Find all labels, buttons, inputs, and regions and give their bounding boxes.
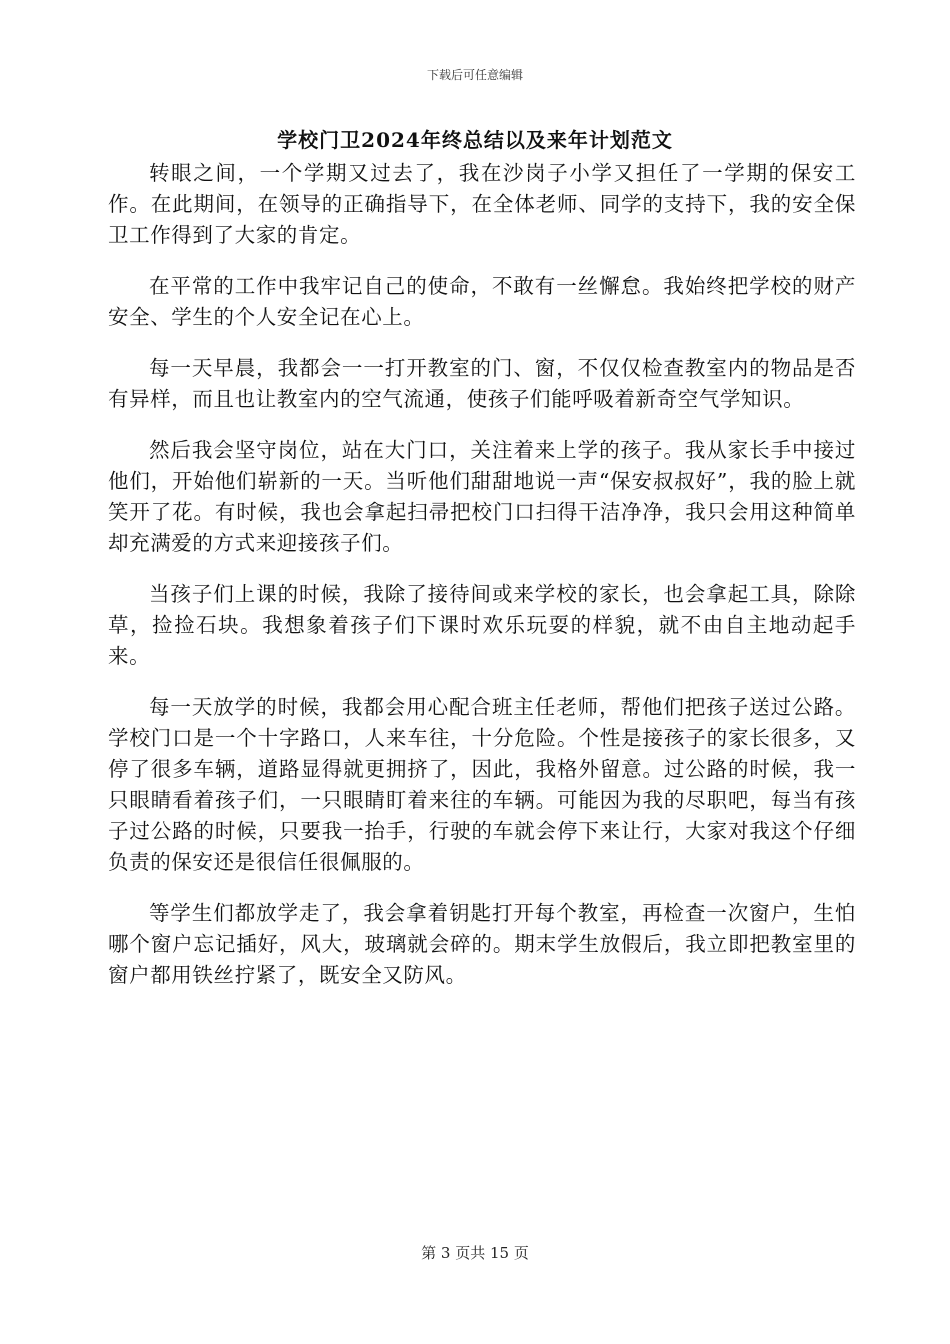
paragraph: 然后我会坚守岗位，站在大门口，关注着来上学的孩子。我从家长手中接过他们，开始他们崭新的一天。当听他们甜甜地说一声“保安叔叔好”，我的脸上就笑开了花。有时候，我也会拿起扫帚把校门口扫得干洁净净，我只会用这种简单却充满爱的方式来迎接孩子们。 xyxy=(108,438,856,555)
paragraph: 每一天放学的时候，我都会用心配合班主任老师，帮他们把孩子送过公路。学校门口是一个十字路口，人来车往，十分危险。个性是接孩子的家长很多，又停了很多车辆，道路显得就更拥挤了，因此，我格外留意。过公路的时候，我一只眼睛看着孩子们，一只眼睛盯着来往的车辆。可能因为我的尽职吧，每当有孩子过公路的时候，只要我一抬手，行驶的车就会停下来让行，大家对我这个仔细负责的保安还是很信任很佩服的。 xyxy=(108,695,856,874)
document-body xyxy=(108,158,856,1011)
paragraph: 在平常的工作中我牢记自己的使命，不敢有一丝懈怠。我始终把学校的财产安全、学生的个人安全记在心上。 xyxy=(108,274,856,329)
paragraph: 转眼之间，一个学期又过去了，我在沙岗子小学又担任了一学期的保安工作。在此期间，在领导的正确指导下，在全体老师、同学的支持下，我的安全保卫工作得到了大家的肯定。 xyxy=(108,161,856,247)
header-note: 下载后可任意编辑 xyxy=(426,68,523,82)
paragraph: 等学生们都放学走了，我会拿着钥匙打开每个教室，再检查一次窗户，生怕哪个窗户忘记插好，风大，玻璃就会碎的。期末学生放假后，我立即把教室里的窗户都用铁丝拧紧了，既安全又防风。 xyxy=(108,901,856,987)
paragraph: 每一天早晨，我都会一一打开教室的门、窗，不仅仅检查教室内的物品是否有异样，而且也让教室内的空气流通，使孩子们能呼吸着新奇空气学知识。 xyxy=(108,356,856,411)
paragraph: 当孩子们上课的时候，我除了接待间或来学校的家长，也会拿起工具，除除草，捡捡石块。我想象着孩子们下课时欢乐玩耍的样貌，就不由自主地动起手来。 xyxy=(108,582,856,668)
document-title: 学校门卫2024年终总结以及来年计划范文 xyxy=(277,128,673,152)
page-number: 第 3 页共 15 页 xyxy=(421,1244,529,1262)
